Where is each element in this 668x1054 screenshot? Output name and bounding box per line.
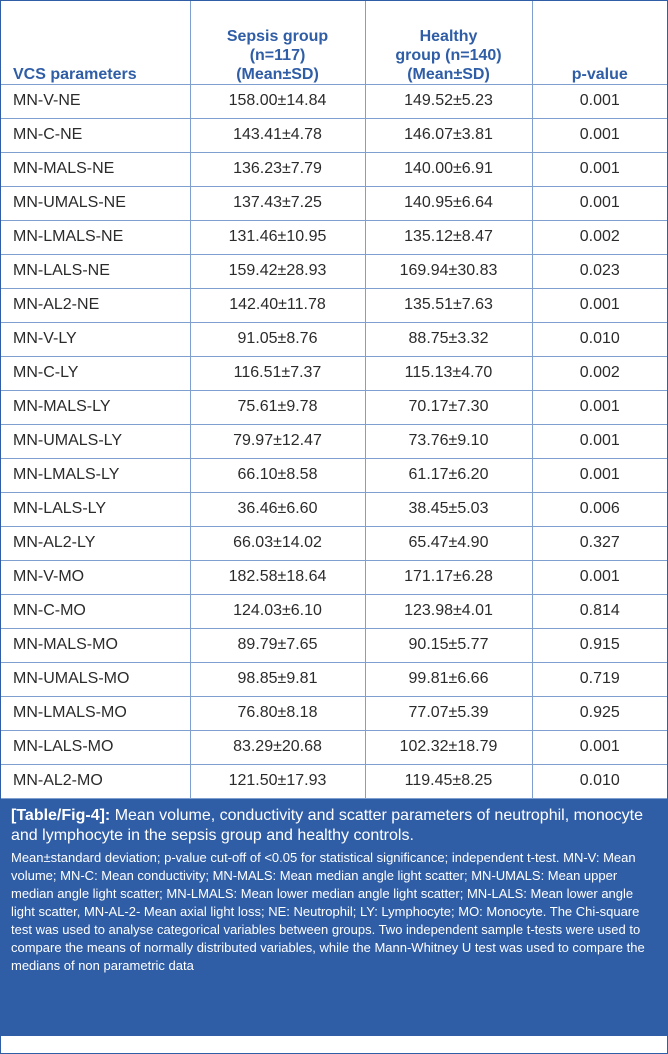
cell-sepsis-value: 142.40±11.78: [190, 288, 365, 322]
cell-sepsis-value: 66.03±14.02: [190, 526, 365, 560]
vcs-parameters-table: [1, 1, 667, 799]
table-row: [1, 390, 667, 424]
cell-p-value: 0.006: [532, 492, 667, 526]
cell-sepsis-value: 83.29±20.68: [190, 730, 365, 764]
table-row: [1, 186, 667, 220]
cell-parameter: MN-LALS-LY: [1, 492, 190, 526]
header-vcs-parameters: [1, 1, 190, 84]
cell-p-value: 0.001: [532, 118, 667, 152]
header-sepsis-group: [190, 1, 365, 84]
cell-parameter: MN-LMALS-LY: [1, 458, 190, 492]
table-row: [1, 322, 667, 356]
cell-healthy-value: 135.51±7.63: [365, 288, 532, 322]
table-row: [1, 288, 667, 322]
cell-parameter: MN-C-MO: [1, 594, 190, 628]
cell-healthy-value: 171.17±6.28: [365, 560, 532, 594]
table-row: [1, 662, 667, 696]
cell-healthy-value: 65.47±4.90: [365, 526, 532, 560]
table-row: [1, 458, 667, 492]
table-row: [1, 696, 667, 730]
cell-healthy-value: 77.07±5.39: [365, 696, 532, 730]
cell-healthy-value: 169.94±30.83: [365, 254, 532, 288]
header-line: VCS parameters: [13, 65, 137, 83]
caption-title-text: Mean volume, conductivity and scatter parameters of neutrophil, monocyte and lymphocyte in the sepsis group and healthy controls.: [11, 806, 643, 844]
cell-sepsis-value: 121.50±17.93: [190, 764, 365, 798]
header-line: (Mean±SD): [236, 65, 319, 83]
cell-p-value: 0.814: [532, 594, 667, 628]
cell-sepsis-value: 158.00±14.84: [190, 84, 365, 118]
cell-parameter: MN-V-LY: [1, 322, 190, 356]
caption-notes: Mean±standard deviation; p-value cut-off of <0.05 for statistical significance; independent t-test. MN-V: Mean volume; MN-C: Mean conductivity; MN-MALS: Mean median angle light scatter; MN-UMALS: Mean upper median angle light scatter; MN-LMALS: Mean lower median angle light scatter; MN-LALS: Mean lower angle light scatter, MN-AL-2- Mean axial light loss; NE: Neutrophil; LY: Lymphocyte; MO: Monocyte. The Chi-square test was used to analyse categorical variables between groups. Two independent sample t-tests were used to compare the means of normally distributed variables, while the Mann-Whitney U test was used to compare the medians of non parametric data: [11, 849, 645, 973]
cell-healthy-value: 119.45±8.25: [365, 764, 532, 798]
cell-sepsis-value: 79.97±12.47: [190, 424, 365, 458]
cell-p-value: 0.001: [532, 730, 667, 764]
table-row: [1, 254, 667, 288]
cell-healthy-value: 70.17±7.30: [365, 390, 532, 424]
table-row: [1, 492, 667, 526]
cell-sepsis-value: 182.58±18.64: [190, 560, 365, 594]
table-row: [1, 628, 667, 662]
cell-p-value: 0.327: [532, 526, 667, 560]
cell-parameter: MN-UMALS-LY: [1, 424, 190, 458]
cell-sepsis-value: 116.51±7.37: [190, 356, 365, 390]
cell-parameter: MN-LALS-MO: [1, 730, 190, 764]
cell-sepsis-value: 159.42±28.93: [190, 254, 365, 288]
cell-p-value: 0.002: [532, 220, 667, 254]
cell-sepsis-value: 131.46±10.95: [190, 220, 365, 254]
cell-healthy-value: 140.95±6.64: [365, 186, 532, 220]
table-row: [1, 730, 667, 764]
cell-healthy-value: 90.15±5.77: [365, 628, 532, 662]
header-line: (n=117): [249, 46, 306, 64]
cell-healthy-value: 38.45±5.03: [365, 492, 532, 526]
cell-p-value: 0.002: [532, 356, 667, 390]
cell-p-value: 0.023: [532, 254, 667, 288]
header-line: Healthy: [419, 27, 478, 45]
cell-healthy-value: 88.75±3.32: [365, 322, 532, 356]
cell-parameter: MN-MALS-LY: [1, 390, 190, 424]
cell-p-value: 0.915: [532, 628, 667, 662]
cell-p-value: 0.001: [532, 288, 667, 322]
cell-parameter: MN-MALS-NE: [1, 152, 190, 186]
cell-p-value: 0.001: [532, 152, 667, 186]
cell-parameter: MN-LALS-NE: [1, 254, 190, 288]
cell-parameter: MN-UMALS-NE: [1, 186, 190, 220]
cell-healthy-value: 146.07±3.81: [365, 118, 532, 152]
cell-healthy-value: 149.52±5.23: [365, 84, 532, 118]
header-line: (Mean±SD): [407, 65, 490, 83]
cell-sepsis-value: 143.41±4.78: [190, 118, 365, 152]
cell-healthy-value: 61.17±6.20: [365, 458, 532, 492]
caption-title: [11, 806, 657, 846]
cell-p-value: 0.001: [532, 560, 667, 594]
cell-parameter: MN-AL2-MO: [1, 764, 190, 798]
cell-sepsis-value: 36.46±6.60: [190, 492, 365, 526]
table-row: [1, 526, 667, 560]
cell-sepsis-value: 137.43±7.25: [190, 186, 365, 220]
cell-p-value: 0.001: [532, 84, 667, 118]
table-row: [1, 118, 667, 152]
cell-parameter: MN-LMALS-MO: [1, 696, 190, 730]
cell-p-value: 0.010: [532, 764, 667, 798]
cell-parameter: MN-C-NE: [1, 118, 190, 152]
cell-sepsis-value: 98.85±9.81: [190, 662, 365, 696]
header-healthy-group: [365, 1, 532, 84]
cell-sepsis-value: 66.10±8.58: [190, 458, 365, 492]
table-row: [1, 764, 667, 798]
table-row: [1, 424, 667, 458]
cell-p-value: 0.001: [532, 390, 667, 424]
table-row: [1, 356, 667, 390]
header-p-value: [532, 1, 667, 84]
table-row: [1, 152, 667, 186]
header-line: p-value: [571, 65, 628, 83]
cell-p-value: 0.001: [532, 186, 667, 220]
cell-parameter: MN-UMALS-MO: [1, 662, 190, 696]
cell-sepsis-value: 89.79±7.65: [190, 628, 365, 662]
cell-parameter: MN-V-MO: [1, 560, 190, 594]
cell-healthy-value: 99.81±6.66: [365, 662, 532, 696]
cell-sepsis-value: 91.05±8.76: [190, 322, 365, 356]
header-line: Sepsis group: [226, 27, 329, 45]
table-row: [1, 560, 667, 594]
cell-sepsis-value: 136.23±7.79: [190, 152, 365, 186]
cell-p-value: 0.719: [532, 662, 667, 696]
cell-parameter: MN-MALS-MO: [1, 628, 190, 662]
cell-sepsis-value: 76.80±8.18: [190, 696, 365, 730]
cell-parameter: MN-C-LY: [1, 356, 190, 390]
cell-healthy-value: 115.13±4.70: [365, 356, 532, 390]
cell-p-value: 0.925: [532, 696, 667, 730]
cell-parameter: MN-AL2-NE: [1, 288, 190, 322]
cell-healthy-value: 135.12±8.47: [365, 220, 532, 254]
cell-parameter: MN-V-NE: [1, 84, 190, 118]
cell-healthy-value: 140.00±6.91: [365, 152, 532, 186]
cell-healthy-value: 123.98±4.01: [365, 594, 532, 628]
table-header-row: [1, 1, 667, 84]
table-row: [1, 594, 667, 628]
cell-p-value: 0.001: [532, 458, 667, 492]
cell-sepsis-value: 124.03±6.10: [190, 594, 365, 628]
cell-healthy-value: 73.76±9.10: [365, 424, 532, 458]
cell-sepsis-value: 75.61±9.78: [190, 390, 365, 424]
table-body: [1, 84, 667, 798]
table-row: [1, 84, 667, 118]
caption-label: [Table/Fig-4]:: [11, 806, 111, 824]
cell-parameter: MN-LMALS-NE: [1, 220, 190, 254]
cell-healthy-value: 102.32±18.79: [365, 730, 532, 764]
figure-caption: [1, 799, 667, 1036]
table-row: [1, 220, 667, 254]
cell-parameter: MN-AL2-LY: [1, 526, 190, 560]
cell-p-value: 0.010: [532, 322, 667, 356]
cell-p-value: 0.001: [532, 424, 667, 458]
header-line: group (n=140): [395, 46, 502, 64]
